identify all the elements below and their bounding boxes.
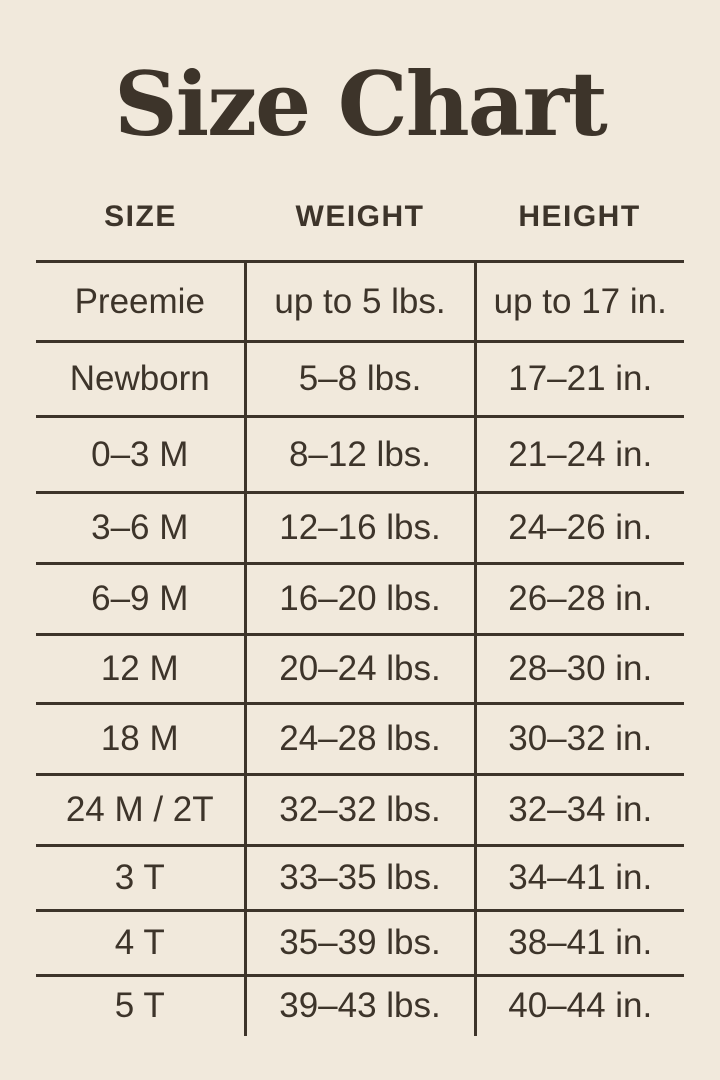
weight-cell: 32–32 lbs. [245, 775, 475, 846]
height-cell: 38–41 in. [475, 911, 684, 976]
size-cell: 4 T [36, 911, 245, 976]
size-cell: 18 M [36, 704, 245, 775]
height-cell: 24–26 in. [475, 493, 684, 564]
size-cell: 3–6 M [36, 493, 245, 564]
height-cell: 30–32 in. [475, 704, 684, 775]
table-row [36, 775, 684, 846]
size-cell: 6–9 M [36, 564, 245, 635]
weight-cell: up to 5 lbs. [245, 262, 475, 342]
weight-cell: 39–43 lbs. [245, 976, 475, 1036]
size-table-body [36, 262, 684, 1036]
height-cell: 28–30 in. [475, 635, 684, 704]
table-row [36, 493, 684, 564]
size-table [36, 174, 684, 1036]
table-row [36, 342, 684, 417]
table-row [36, 704, 684, 775]
size-cell: Newborn [36, 342, 245, 417]
size-table-header [36, 174, 684, 262]
weight-cell: 33–35 lbs. [245, 846, 475, 911]
table-row [36, 417, 684, 493]
table-row [36, 262, 684, 342]
weight-cell: 24–28 lbs. [245, 704, 475, 775]
page-title: Size Chart [114, 52, 606, 156]
size-cell: 5 T [36, 976, 245, 1036]
height-cell: 17–21 in. [475, 342, 684, 417]
header-row [36, 174, 684, 262]
column-header-size: SIZE [104, 200, 177, 233]
size-cell: 24 M / 2T [36, 775, 245, 846]
weight-cell: 5–8 lbs. [245, 342, 475, 417]
height-cell: 34–41 in. [475, 846, 684, 911]
size-cell: 12 M [36, 635, 245, 704]
weight-cell: 12–16 lbs. [245, 493, 475, 564]
weight-cell: 16–20 lbs. [245, 564, 475, 635]
size-cell: Preemie [36, 262, 245, 342]
weight-cell: 35–39 lbs. [245, 911, 475, 976]
table-row [36, 635, 684, 704]
height-cell: 40–44 in. [475, 976, 684, 1036]
height-cell: 32–34 in. [475, 775, 684, 846]
size-cell: 3 T [36, 846, 245, 911]
table-row [36, 976, 684, 1036]
height-cell: up to 17 in. [475, 262, 684, 342]
column-header-weight: WEIGHT [295, 200, 425, 233]
table-row [36, 846, 684, 911]
weight-cell: 20–24 lbs. [245, 635, 475, 704]
table-row [36, 564, 684, 635]
column-header-height: HEIGHT [518, 200, 641, 233]
height-cell: 26–28 in. [475, 564, 684, 635]
height-cell: 21–24 in. [475, 417, 684, 493]
weight-cell: 8–12 lbs. [245, 417, 475, 493]
size-cell: 0–3 M [36, 417, 245, 493]
table-row [36, 911, 684, 976]
